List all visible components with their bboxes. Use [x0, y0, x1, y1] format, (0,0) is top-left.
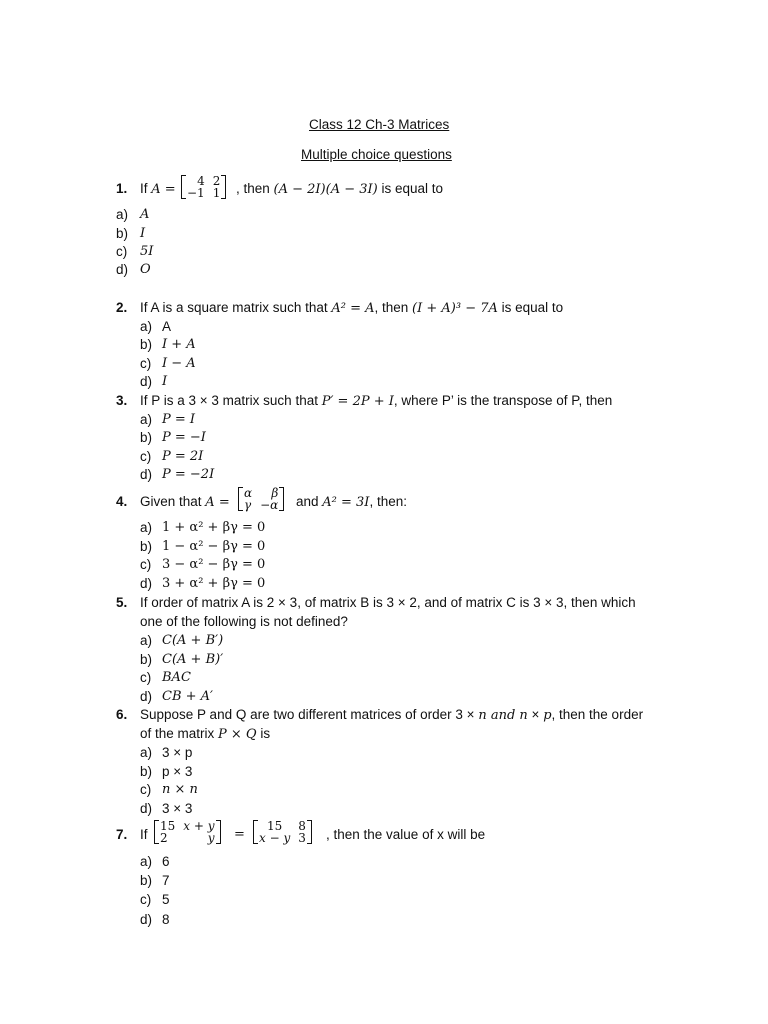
option-text: 3 × p [162, 745, 193, 760]
option-text: p × 3 [162, 764, 193, 779]
math-expression: (A − 2I)(A − 3I) [273, 182, 378, 197]
option-text: A [162, 319, 172, 334]
option-text: 1 + α² + βγ = 0 [162, 520, 266, 535]
option-text: BAC [162, 670, 191, 685]
option[interactable] [140, 449, 204, 464]
option-text: 8 [162, 912, 170, 927]
option-label: d) [140, 576, 153, 591]
text-fragment: is equal to [497, 300, 564, 315]
math-expression: P × Q [218, 727, 257, 742]
text-fragment: , then [236, 181, 274, 196]
option-label: a) [116, 207, 129, 222]
option-label: b) [140, 652, 153, 667]
option-label: a) [140, 412, 153, 427]
option[interactable] [116, 207, 150, 222]
question-6 [116, 707, 644, 723]
option[interactable] [140, 801, 193, 816]
matrix-a [240, 487, 282, 511]
option-text: P = 2I [162, 449, 204, 464]
matrix-cell: 3 [298, 831, 306, 845]
option[interactable] [140, 539, 266, 554]
matrix-cell: 2 [160, 831, 168, 845]
text-fragment: , then the order [551, 707, 644, 722]
option-label: c) [140, 356, 152, 371]
text-fragment: , then [374, 300, 413, 315]
option[interactable] [116, 226, 146, 241]
section-subtitle: Multiple choice questions [301, 147, 452, 162]
option-text: I + A [162, 337, 196, 352]
option-label: b) [140, 873, 153, 888]
question-number: 5. [116, 595, 128, 610]
page-title: Class 12 Ch-3 Matrices [309, 117, 450, 132]
option-text: C(A + B)′ [162, 652, 224, 667]
matrix-cell: y [207, 831, 215, 845]
option-label: d) [140, 912, 153, 927]
question-text-line2 [140, 727, 270, 741]
question-number: 2. [116, 300, 128, 315]
option-text: A [140, 207, 150, 222]
question-tail [296, 495, 407, 509]
matrix-cell: γ [244, 498, 252, 512]
equals-sign: = [234, 827, 245, 842]
option-label: b) [140, 764, 153, 779]
matrix-cell: 15 [160, 819, 176, 833]
question-prefix: If [140, 181, 152, 196]
question-number: 4. [116, 494, 128, 509]
math-expression: P′ = 2P + I [321, 394, 394, 409]
option[interactable] [140, 873, 170, 888]
question-text [140, 301, 563, 315]
question-number: 6. [116, 707, 128, 722]
question-text-line2: one of the following is not defined? [140, 614, 348, 629]
matrix-cell: x − y [259, 831, 291, 845]
matrix-cell: 2 [212, 174, 221, 188]
question-3 [116, 393, 613, 409]
matrix-a [183, 175, 224, 199]
option[interactable] [140, 576, 266, 591]
option-text: I − A [162, 356, 196, 371]
option-label: c) [140, 782, 152, 797]
question-2 [116, 300, 564, 316]
option[interactable] [140, 782, 198, 797]
question-tail: , then the value of x will be [326, 827, 486, 842]
matrix-cell: 15 [266, 819, 283, 833]
option-label: d) [140, 467, 153, 482]
matrix-cell: −α [260, 498, 279, 512]
text-fragment: × [527, 707, 544, 722]
option-label: d) [116, 262, 129, 277]
matrix-cell: α [244, 486, 253, 500]
option[interactable] [140, 764, 193, 779]
option-text: P = I [162, 412, 196, 427]
question-number: 7. [116, 827, 128, 842]
option-label: c) [140, 449, 152, 464]
option[interactable] [140, 745, 193, 760]
matrix-cell: x + y [183, 819, 215, 833]
option-text: 3 − α² − βγ = 0 [162, 557, 266, 572]
option[interactable] [140, 633, 224, 648]
option-text: 6 [162, 854, 170, 869]
option[interactable] [140, 670, 191, 685]
question-number: 1. [116, 181, 128, 196]
option-label: b) [140, 539, 153, 554]
question-tail [236, 182, 443, 196]
option-label: d) [140, 374, 153, 389]
option[interactable] [140, 337, 196, 352]
text-fragment: and [296, 494, 323, 509]
option-label: b) [140, 430, 153, 445]
option[interactable] [140, 467, 215, 482]
option[interactable] [140, 854, 170, 869]
math-expression: A² = 3I [322, 495, 370, 510]
option-label: a) [140, 854, 153, 869]
option-text: CB + A′ [162, 689, 213, 704]
text-fragment: , then: [369, 494, 407, 509]
option[interactable] [140, 689, 213, 704]
option-label: a) [140, 520, 153, 535]
option[interactable] [140, 356, 196, 371]
option-text: 7 [162, 873, 170, 888]
question-text [140, 182, 176, 196]
option[interactable] [140, 374, 168, 389]
text-fragment: of the matrix [140, 726, 219, 741]
option[interactable] [140, 412, 196, 427]
option-label: a) [140, 633, 153, 648]
matrix-right [255, 820, 310, 844]
option-text: 1 − α² − βγ = 0 [162, 539, 266, 554]
option-text: 3 × 3 [162, 801, 193, 816]
text-fragment: Suppose P and Q are two different matrices of order 3 × [140, 707, 479, 722]
text-fragment: is [256, 726, 271, 741]
option[interactable] [140, 652, 224, 667]
option-text: 3 + α² + βγ = 0 [162, 576, 266, 591]
option-text: 5I [140, 244, 154, 259]
option-label: b) [140, 337, 153, 352]
text-fragment: If A is a square matrix such that [140, 300, 332, 315]
option[interactable] [140, 912, 170, 927]
option[interactable] [140, 430, 206, 445]
text-fragment: , where P’ is the transpose of P, then [393, 393, 613, 408]
option-label: d) [140, 801, 153, 816]
option[interactable] [140, 892, 170, 907]
option-label: c) [116, 244, 128, 259]
math-lhs: A = [205, 495, 230, 510]
math-expression: (I + A)³ − 7A [412, 301, 498, 316]
option-text: P = −2I [162, 467, 215, 482]
option-label: b) [116, 226, 129, 241]
matrix-cell: 4 [197, 174, 205, 188]
matrix-cell: −1 [187, 186, 205, 200]
option-text: I [162, 374, 168, 389]
option-label: a) [140, 319, 153, 334]
option-label: c) [140, 892, 152, 907]
question-text [140, 394, 612, 408]
question-text: If order of matrix A is 2 × 3, of matrix B is 3 × 2, and of matrix C is 3 × 3, then which [140, 595, 636, 610]
text-fragment: Given that [140, 494, 206, 509]
option-text: P = −I [162, 430, 206, 445]
option-text: O [140, 262, 151, 277]
option[interactable] [140, 557, 266, 572]
math-expression: p [543, 708, 552, 723]
question-number: 3. [116, 393, 128, 408]
text-fragment: is equal to [377, 181, 444, 196]
option-text: 5 [162, 892, 170, 907]
question-text [140, 708, 643, 722]
matrix-cell: 1 [212, 186, 221, 200]
option[interactable] [140, 520, 266, 535]
option[interactable] [116, 262, 151, 277]
option[interactable] [116, 244, 154, 259]
option-text: I [140, 226, 146, 241]
option-label: a) [140, 745, 153, 760]
text-fragment: If P is a 3 × 3 matrix such that [140, 393, 322, 408]
option-text: n × n [162, 782, 198, 797]
matrix-left [156, 820, 219, 844]
math-expression: A² = A [331, 301, 375, 316]
matrix-cell: β [271, 486, 279, 500]
matrix-cell: 8 [298, 819, 306, 833]
question-5 [116, 595, 636, 610]
option-text: C(A + B′) [162, 633, 224, 648]
option[interactable] [140, 319, 172, 334]
option-label: c) [140, 670, 152, 685]
math-expression: n and n [478, 708, 528, 723]
question-text [140, 495, 230, 509]
option-label: d) [140, 689, 153, 704]
question-prefix: If [140, 827, 148, 842]
math-lhs: A = [151, 182, 176, 197]
option-label: c) [140, 557, 152, 572]
